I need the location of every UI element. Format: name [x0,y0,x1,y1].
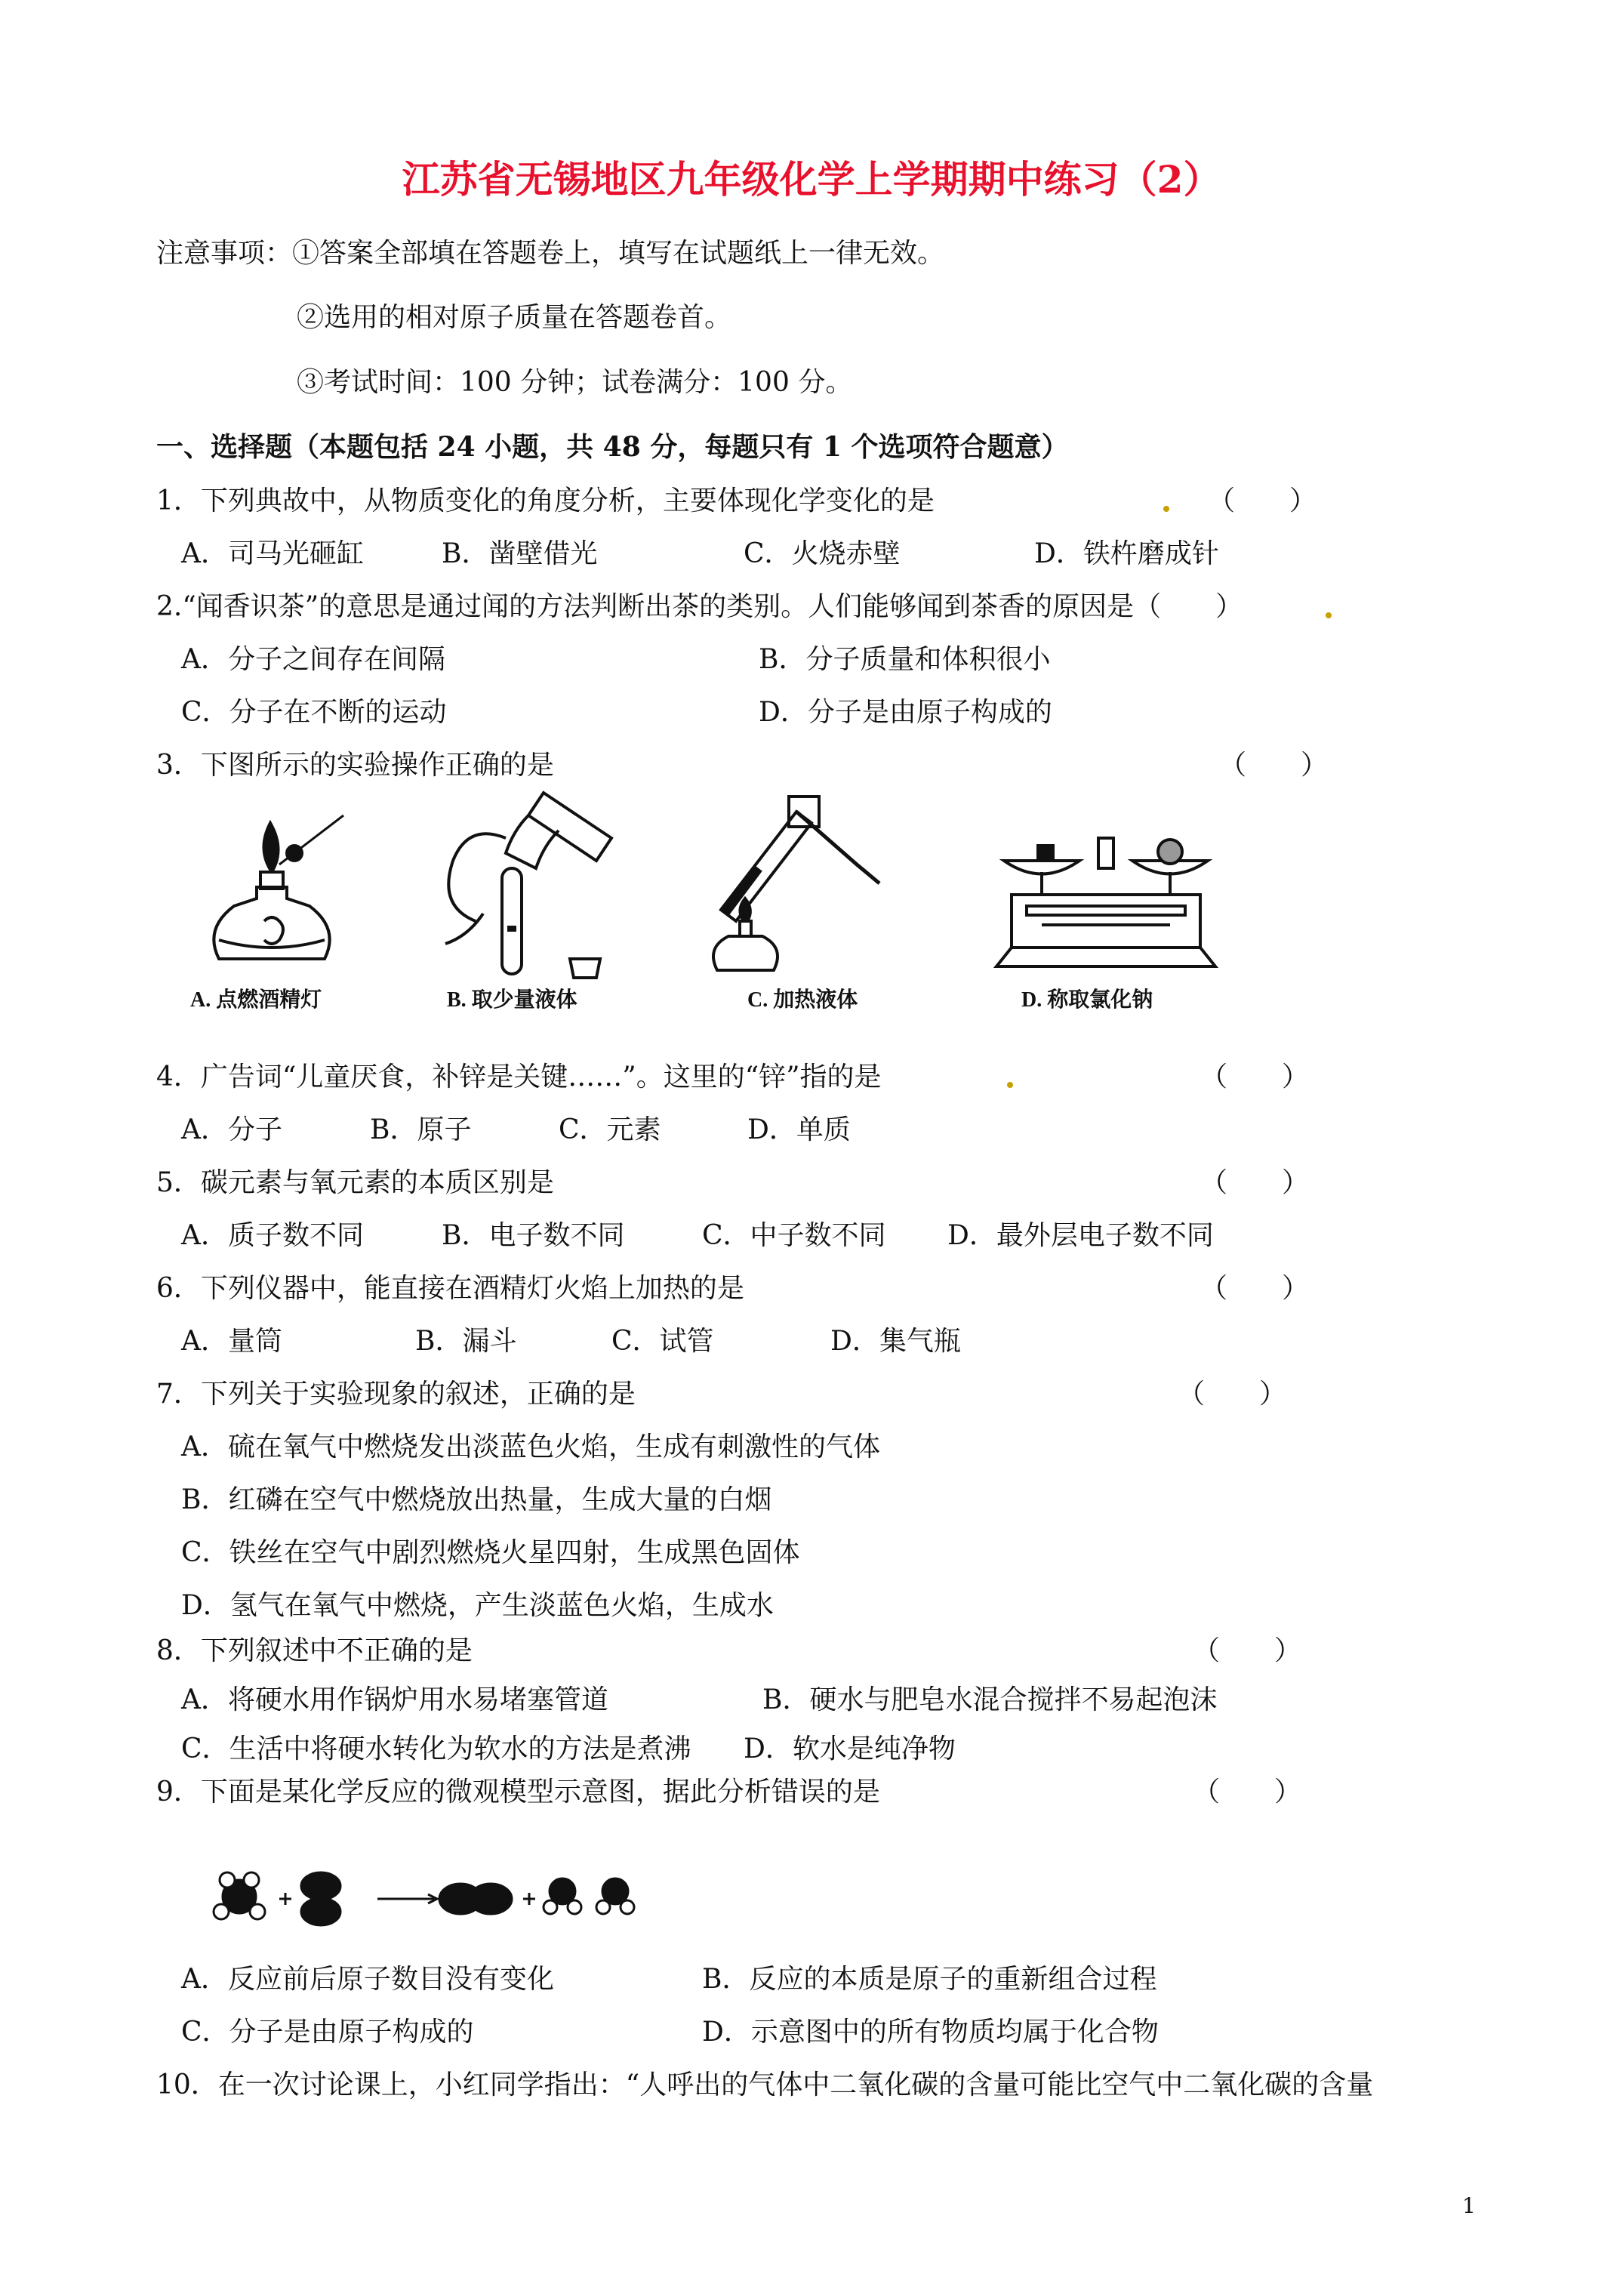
q9-option-a: A．反应前后原子数目没有变化 [181,1964,554,1995]
q1-option-c: C．火烧赤壁 [744,538,901,569]
q1-answer-paren: （ ） [1208,485,1317,516]
q4-answer-paren: （ ） [1200,1062,1310,1093]
q4-option-d: D．单质 [747,1114,851,1145]
figure-d-caption: D. 称取氯化钠 [1021,988,1153,1012]
q7-option-b: B．红磷在空气中燃烧放出热量，生成大量的白烟 [181,1484,772,1515]
q1-stem: 1．下列典故中，从物质变化的角度分析，主要体现化学变化的是 [156,485,935,516]
q3-answer-paren: （ ） [1219,750,1329,781]
q2-stem: 2.“闻香识茶”的意思是通过闻的方法判断出茶的类别。人们能够闻到茶香的原因是（ ） [156,591,1243,622]
q9-stem: 9．下面是某化学反应的微观模型示意图，据此分析错误的是 [156,1777,880,1808]
figure-a-caption: A. 点燃酒精灯 [190,988,322,1012]
q5-option-c: C．中子数不同 [702,1220,886,1251]
q8-option-d: D．软水是纯净物 [744,1734,956,1764]
q9-reaction-diagram [208,1865,661,1933]
q4-option-b: B．原子 [370,1114,472,1145]
notes-line-2: ②选用的相对原子质量在答题卷首。 [297,302,732,333]
figure-c-heating-liquid [706,789,887,974]
q6-option-d: D．集气瓶 [830,1326,961,1357]
figure-c-caption: C. 加热液体 [747,988,858,1012]
mark-dot [1007,1082,1013,1088]
q6-option-c: C．试管 [611,1326,714,1357]
q8-answer-paren: （ ） [1193,1635,1302,1666]
q7-option-d: D．氢气在氧气中燃烧，产生淡蓝色火焰，生成水 [181,1590,774,1621]
q3-stem: 3．下图所示的实验操作正确的是 [156,750,554,781]
q9-answer-paren: （ ） [1193,1777,1302,1808]
q8-stem: 8．下列叙述中不正确的是 [156,1635,473,1666]
q7-option-c: C．铁丝在空气中剧烈燃烧火星四射，生成黑色固体 [181,1537,800,1568]
figure-a-lighting-lamp [189,808,355,974]
figure-d-balance [996,831,1215,974]
q2-option-d: D．分子是由原子构成的 [759,697,1052,728]
q5-option-d: D．最外层电子数不同 [947,1220,1214,1251]
mark-dot [1326,612,1332,618]
q6-option-b: B．漏斗 [415,1326,517,1357]
q9-option-b: B．反应的本质是原子的重新组合过程 [702,1964,1157,1995]
q6-option-a: A．量筒 [181,1326,282,1357]
section-heading: 一、选择题（本题包括 24 小题，共 48 分，每题只有 1 个选项符合题意） [156,431,1069,463]
q8-option-b: B．硬水与肥皂水混合搅拌不易起泡沫 [762,1684,1218,1715]
q7-answer-paren: （ ） [1178,1379,1287,1410]
q9-option-d: D．示意图中的所有物质均属于化合物 [702,2017,1159,2048]
q2-option-c: C．分子在不断的运动 [181,697,447,728]
notes-line-1: 注意事项：①答案全部填在答题卷上，填写在试题纸上一律无效。 [156,238,945,269]
figure-b-caption: B. 取少量液体 [447,988,577,1012]
q9-option-c: C．分子是由原子构成的 [181,2017,474,2048]
q1-option-d: D．铁杵磨成针 [1034,538,1219,569]
q8-option-c: C．生活中将硬水转化为软水的方法是煮沸 [181,1734,691,1764]
mark-dot [1163,506,1169,512]
q7-stem: 7．下列关于实验现象的叙述，正确的是 [156,1379,636,1410]
q5-answer-paren: （ ） [1200,1167,1310,1198]
page-number: 1 [1462,2193,1476,2218]
q4-stem: 4．广告词“儿童厌食，补锌是关键……”。这里的“锌”指的是 [156,1062,882,1093]
q6-stem: 6．下列仪器中，能直接在酒精灯火焰上加热的是 [156,1273,744,1304]
q5-option-a: A．质子数不同 [181,1220,364,1251]
q7-option-a: A．硫在氧气中燃烧发出淡蓝色火焰，生成有刺激性的气体 [181,1432,880,1462]
figure-b-pouring-liquid [423,785,619,982]
page-title: 江苏省无锡地区九年级化学上学期期中练习（2） [402,157,1221,202]
q4-option-c: C．元素 [559,1114,661,1145]
q6-answer-paren: （ ） [1200,1273,1310,1304]
q4-option-a: A．分子 [181,1114,282,1145]
q8-option-a: A．将硬水用作锅炉用水易堵塞管道 [181,1684,608,1715]
q1-option-b: B．凿壁借光 [442,538,598,569]
q10-stem: 10．在一次讨论课上，小红同学指出：“人呼出的气体中二氧化碳的含量可能比空气中二氧化碳的含量 [156,2069,1374,2100]
q5-stem: 5．碳元素与氧元素的本质区别是 [156,1167,554,1198]
q2-option-b: B．分子质量和体积很小 [759,644,1051,675]
q2-option-a: A．分子之间存在间隔 [181,644,445,675]
q1-option-a: A．司马光砸缸 [181,538,364,569]
q5-option-b: B．电子数不同 [442,1220,625,1251]
notes-line-3: ③考试时间：100 分钟；试卷满分：100 分。 [297,367,853,398]
